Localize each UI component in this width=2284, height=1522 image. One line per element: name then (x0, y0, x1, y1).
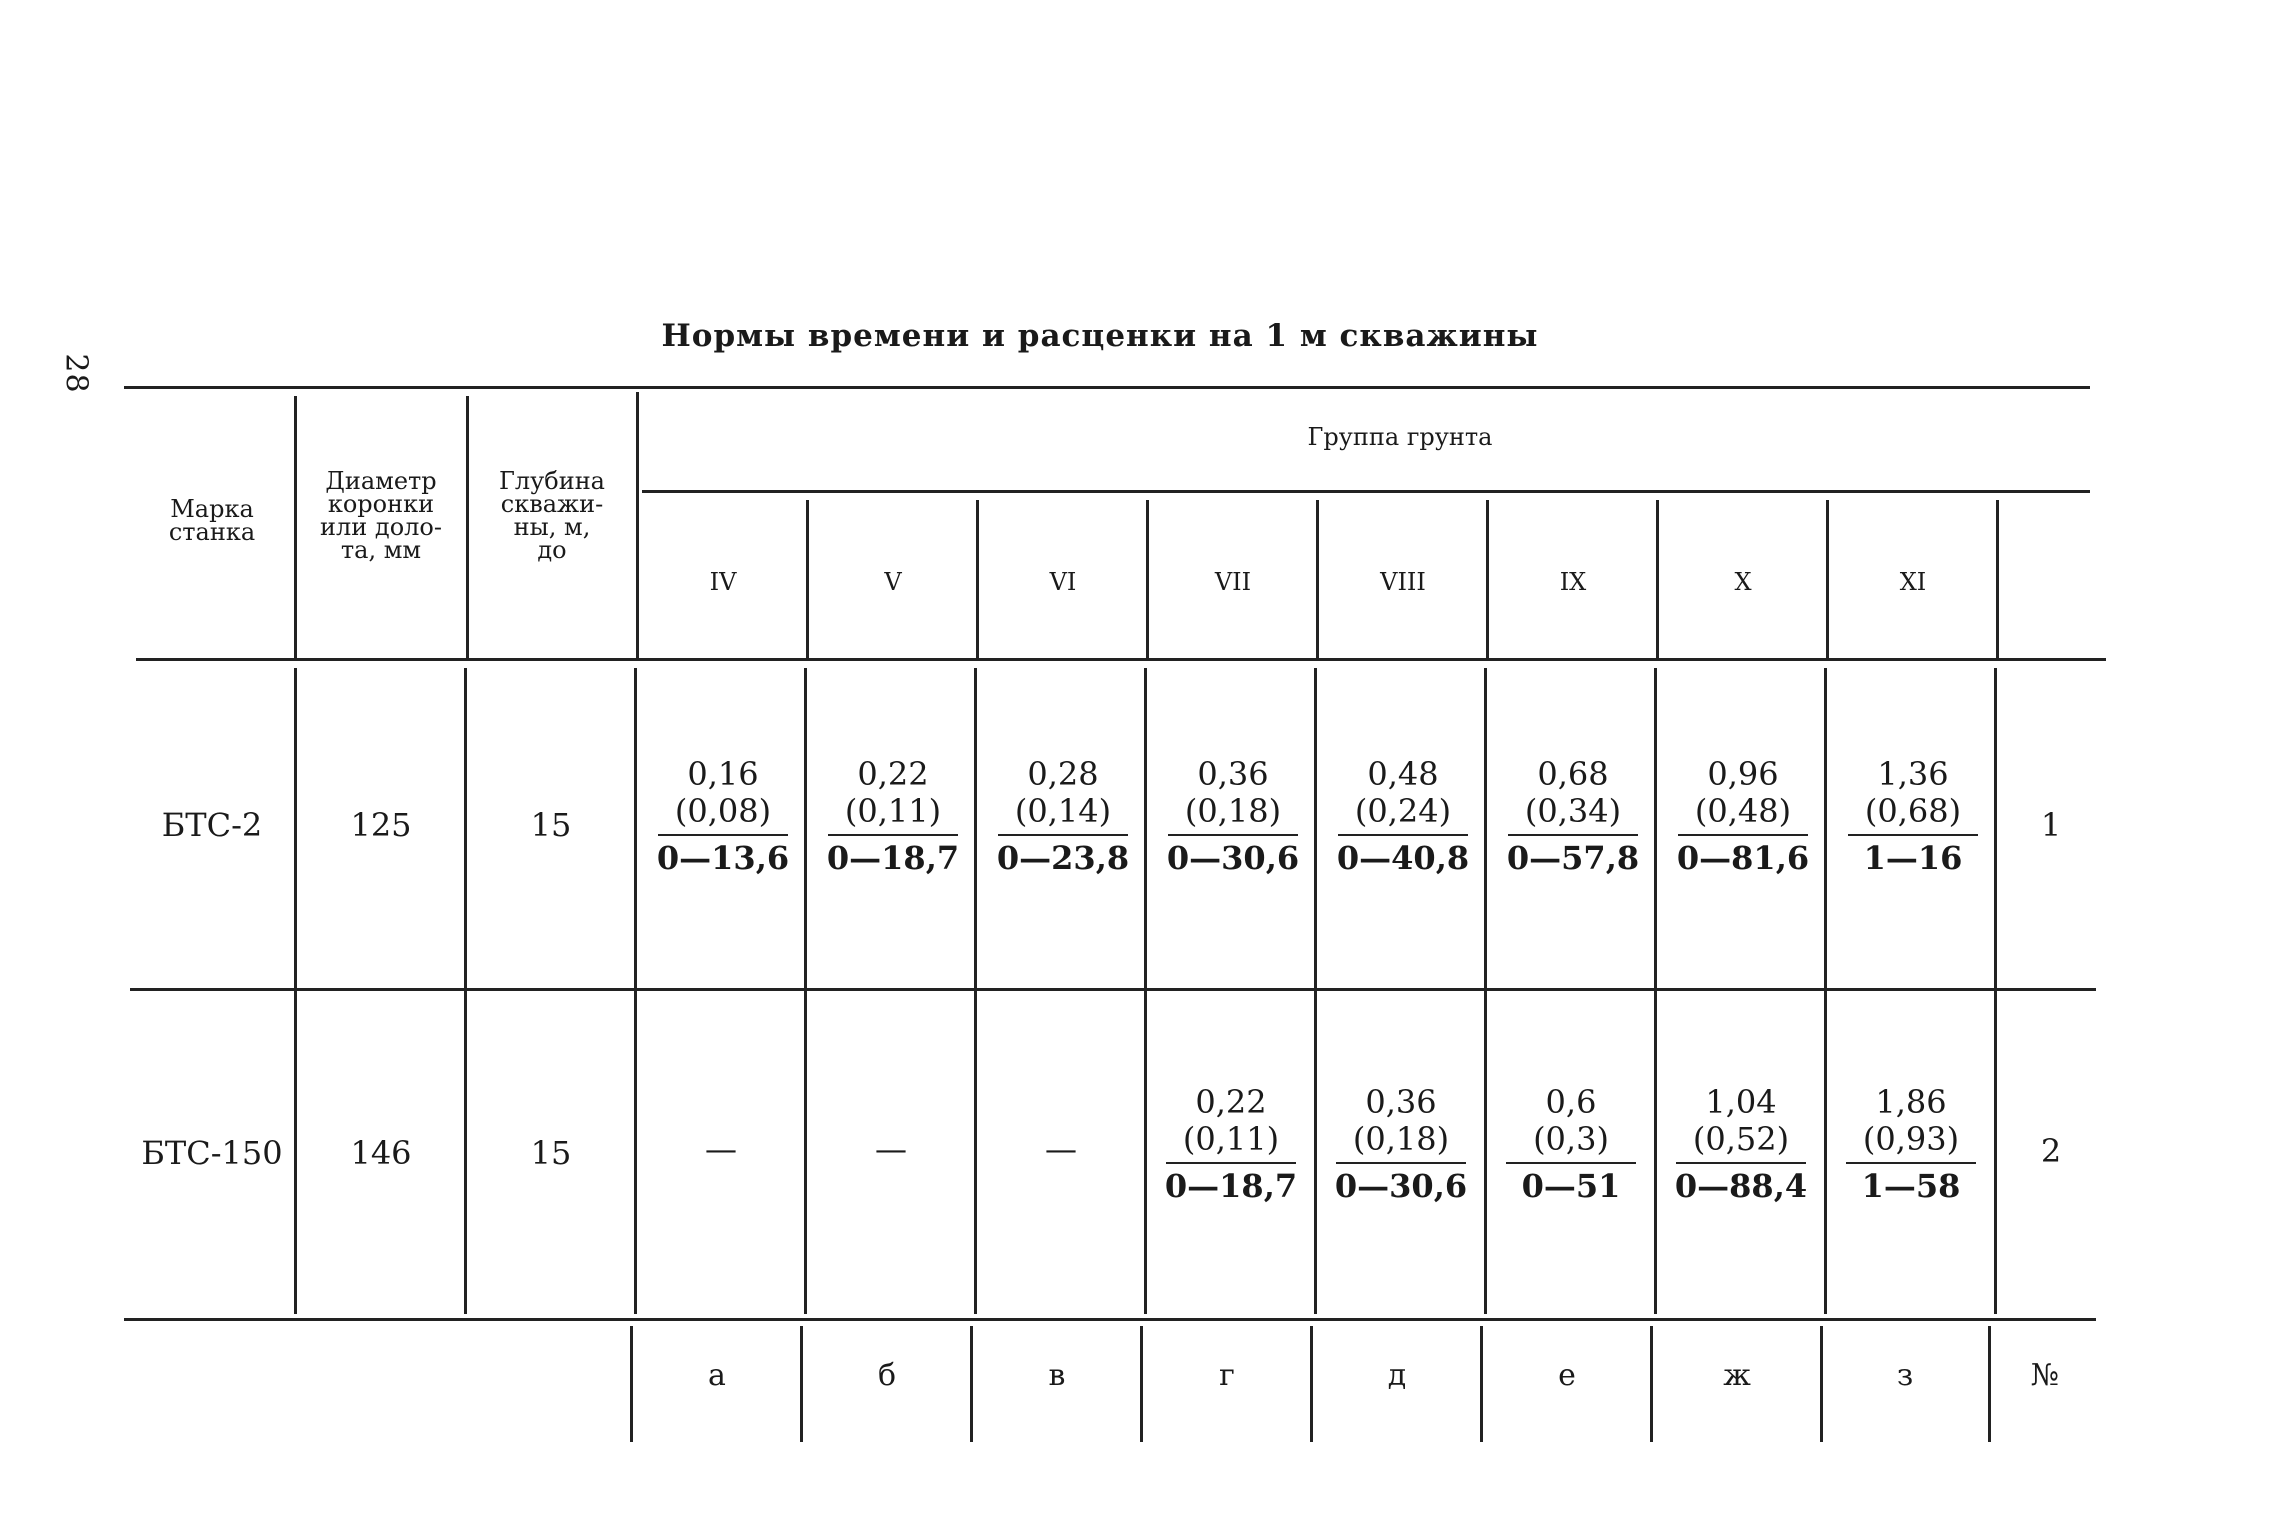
row-1-number: 1 (2040, 806, 2062, 844)
header-machine (130, 495, 294, 546)
time-norm: 0,22 (1195, 1083, 1267, 1121)
row-1-depth: 15 (530, 806, 572, 844)
time-norm-alt: (0,18) (1352, 1120, 1450, 1158)
header-diameter (296, 467, 466, 564)
rule-top (124, 386, 2090, 389)
row-2-diameter: 146 (350, 1134, 412, 1172)
row-1-cell (808, 756, 978, 877)
time-norm: 0,36 (1365, 1083, 1437, 1121)
rate: 0—30,6 (1334, 1167, 1468, 1205)
footer-letter: з (1896, 1358, 1914, 1393)
table-title: Нормы времени и расценки на 1 м скважины (661, 318, 1539, 354)
footer-letter: б (877, 1358, 897, 1393)
time-norm: 0,22 (857, 755, 929, 793)
rate: 1—16 (1863, 839, 1963, 877)
footer-letter: а (708, 1358, 726, 1393)
group-ix: IX (1559, 568, 1587, 596)
time-norm-alt: (0,18) (1184, 792, 1282, 830)
row-2-cell (1146, 1084, 1316, 1205)
row-2-cell (1316, 1084, 1486, 1205)
row-2-cell (1486, 1084, 1656, 1205)
vrule (634, 668, 637, 1314)
time-norm-alt: (0,11) (844, 792, 942, 830)
time-norm-alt: (0,48) (1694, 792, 1792, 830)
header-line: станка (168, 518, 256, 546)
time-norm-alt: (0,14) (1014, 792, 1112, 830)
rule-group-header (642, 490, 2090, 493)
footer-letter: ж (1723, 1358, 1751, 1393)
time-norm-alt: (0,08) (674, 792, 772, 830)
header-line: Глубина (498, 467, 605, 495)
fraction-bar (1508, 834, 1638, 836)
time-norm-alt: (0,34) (1524, 792, 1622, 830)
vrule (464, 668, 467, 1314)
rate: 0—13,6 (656, 839, 790, 877)
time-norm-alt: (0,52) (1692, 1120, 1790, 1158)
header-line: или доло- (320, 513, 442, 541)
row-2-number: 2 (2040, 1132, 2062, 1170)
time-norm: 1,86 (1875, 1083, 1947, 1121)
header-line: Марка (170, 495, 254, 523)
row-2-cell-empty: — (705, 1130, 737, 1168)
rate: 1—58 (1861, 1167, 1961, 1205)
group-iv: IV (709, 568, 737, 596)
vrule (636, 392, 639, 658)
row-1-cell (1488, 756, 1658, 877)
rule-row-divider (130, 988, 2096, 991)
group-viii: VIII (1380, 568, 1426, 596)
rate: 0—40,8 (1336, 839, 1470, 877)
page-number: 28 (58, 353, 94, 394)
fraction-bar (1506, 1162, 1636, 1164)
fraction-bar (998, 834, 1128, 836)
row-2-cell-empty: — (875, 1130, 907, 1168)
rate: 0—57,8 (1506, 839, 1640, 877)
rate: 0—30,6 (1166, 839, 1300, 877)
group-x: X (1734, 568, 1752, 596)
group-vii: VII (1214, 568, 1252, 596)
time-norm: 0,6 (1545, 1083, 1597, 1121)
row-1-cell (978, 756, 1148, 877)
time-norm: 0,16 (687, 755, 759, 793)
header-depth (468, 467, 636, 564)
row-1-cell (1318, 756, 1488, 877)
rule-header-bottom (136, 658, 2106, 661)
rate: 0—18,7 (826, 839, 960, 877)
row-1-cell (638, 756, 808, 877)
row-1-cell (1658, 756, 1828, 877)
footer-letter: д (1387, 1358, 1407, 1393)
header-line: до (537, 536, 567, 564)
group-vi: VI (1049, 568, 1077, 596)
header-soil-group: Группа грунта (1307, 423, 1493, 451)
header-line: коронки (327, 490, 435, 518)
rate: 0—88,4 (1674, 1167, 1808, 1205)
fraction-bar (1848, 834, 1978, 836)
rate: 0—81,6 (1676, 839, 1810, 877)
fraction-bar (1676, 1162, 1806, 1164)
footer-letter: г (1219, 1358, 1235, 1393)
row-2-depth: 15 (530, 1134, 572, 1172)
fraction-bar (1338, 834, 1468, 836)
time-norm-alt: (0,3) (1533, 1120, 1609, 1158)
time-norm: 1,36 (1877, 755, 1949, 793)
row-1-cell (1148, 756, 1318, 877)
time-norm: 0,48 (1367, 755, 1439, 793)
header-line: скважи- (500, 490, 604, 518)
row-2-cell (1656, 1084, 1826, 1205)
fraction-bar (1336, 1162, 1466, 1164)
vrule (294, 668, 297, 1314)
time-norm: 1,04 (1705, 1083, 1777, 1121)
row-2-cell-empty: — (1045, 1130, 1077, 1168)
rate: 0—18,7 (1164, 1167, 1298, 1205)
time-norm-alt: (0,93) (1862, 1120, 1960, 1158)
row-1-machine: БТС-2 (161, 806, 263, 844)
fraction-bar (1166, 1162, 1296, 1164)
group-xi: XI (1899, 568, 1927, 596)
rule-bottom (124, 1318, 2096, 1321)
fraction-bar (658, 834, 788, 836)
fraction-bar (828, 834, 958, 836)
time-norm: 0,28 (1027, 755, 1099, 793)
footer-number-sign: № (2030, 1358, 2060, 1393)
rate: 0—51 (1521, 1167, 1621, 1205)
fraction-bar (1678, 834, 1808, 836)
group-v: V (884, 568, 902, 596)
footer-letter: е (1558, 1358, 1576, 1393)
row-1-cell (1828, 756, 1998, 877)
time-norm: 0,68 (1537, 755, 1609, 793)
footer-letter: в (1048, 1358, 1066, 1393)
fraction-bar (1168, 834, 1298, 836)
time-norm-alt: (0,68) (1864, 792, 1962, 830)
rate: 0—23,8 (996, 839, 1130, 877)
row-2-cell (1826, 1084, 1996, 1205)
fraction-bar (1846, 1162, 1976, 1164)
header-line: ны, м, (513, 513, 591, 541)
time-norm: 0,96 (1707, 755, 1779, 793)
time-norm-alt: (0,11) (1182, 1120, 1280, 1158)
header-line: Диаметр (325, 467, 437, 495)
row-1-diameter: 125 (350, 806, 412, 844)
row-2-machine: БТС-150 (141, 1134, 283, 1172)
time-norm-alt: (0,24) (1354, 792, 1452, 830)
time-norm: 0,36 (1197, 755, 1269, 793)
header-line: та, мм (340, 536, 422, 564)
